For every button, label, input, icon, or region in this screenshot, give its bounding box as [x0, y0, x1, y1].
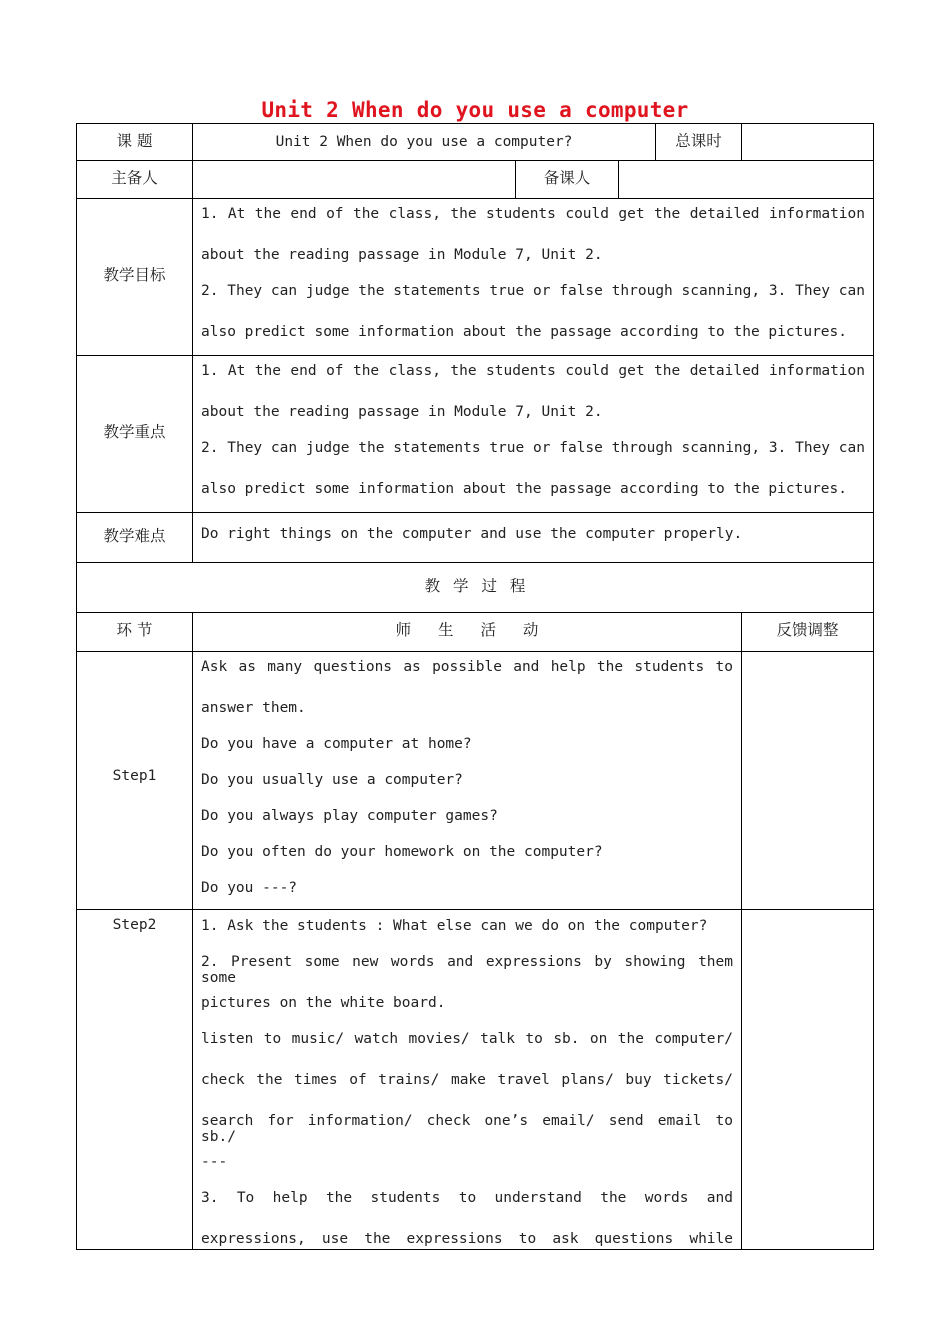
- key-points-line: 2. They can judge the statements true or false through scanning, 3. They can: [201, 440, 865, 456]
- step-line: Do you ---?: [201, 880, 298, 896]
- objectives-label: 教学目标: [103, 266, 166, 284]
- step-line: 1. Ask the students : What else can we do on the computer?: [201, 918, 708, 934]
- key-points-line: also predict some information about the passage according to the pictures.: [201, 481, 848, 497]
- row-divider: [76, 909, 874, 910]
- feedback-column-header: 反馈调整: [776, 621, 839, 639]
- objectives-line: 1. At the end of the class, the students could get the detailed information: [201, 206, 865, 222]
- step-line: Ask as many questions as possible and help the students to: [201, 659, 733, 675]
- step-line: check the times of trains/ make travel plans/ buy tickets/: [201, 1072, 733, 1088]
- step-line: Do you usually use a computer?: [201, 772, 463, 788]
- table-border-bottom: [76, 1249, 874, 1250]
- difficulties-text: Do right things on the computer and use the computer properly.: [201, 526, 743, 542]
- step-line: pictures on the white board.: [201, 995, 446, 1011]
- step-line: Do you often do your homework on the computer?: [201, 844, 603, 860]
- step-line: listen to music/ watch movies/ talk to sb. on the computer/: [201, 1031, 733, 1047]
- stage-column-header: 环 节: [116, 621, 153, 639]
- row-divider: [76, 562, 874, 563]
- step-line: ---: [201, 1154, 228, 1170]
- column-divider: [618, 160, 619, 198]
- row-divider: [76, 355, 874, 356]
- column-divider: [192, 123, 193, 562]
- process-heading: 教 学 过 程: [424, 577, 526, 595]
- row-divider: [76, 512, 874, 513]
- objectives-line: about the reading passage in Module 7, Unit 2.: [201, 247, 603, 263]
- objectives-line: also predict some information about the passage according to the pictures.: [201, 324, 848, 340]
- step-line: answer them.: [201, 700, 306, 716]
- key-points-line: 1. At the end of the class, the students could get the detailed information: [201, 363, 865, 379]
- row-divider: [76, 198, 874, 199]
- objectives-line: 2. They can judge the statements true or false through scanning, 3. They can: [201, 283, 865, 299]
- table-border-top: [76, 123, 874, 124]
- step-line: 3. To help the students to understand the words and: [201, 1190, 733, 1206]
- lead-preparer-label: 主备人: [111, 169, 158, 187]
- step-line: 2. Present some new words and expressions by showing them some: [201, 954, 733, 986]
- row-divider: [76, 612, 874, 613]
- topic-label: 课 题: [116, 132, 153, 150]
- column-divider: [192, 612, 193, 1250]
- step-name: Step1: [112, 768, 157, 784]
- total-hours-label: 总课时: [675, 132, 722, 150]
- preparer-label: 备课人: [543, 169, 591, 187]
- row-divider: [76, 651, 874, 652]
- table-border-right: [873, 123, 874, 1250]
- document-title: Unit 2 When do you use a computer: [261, 98, 689, 122]
- step-line: search for information/ check one’s email/ send email to sb./: [201, 1113, 733, 1145]
- step-line: expressions, use the expressions to ask questions while: [201, 1231, 733, 1247]
- table-border-left: [76, 123, 77, 1250]
- activities-column-header: 师 生 活 动: [395, 621, 539, 639]
- topic-value: Unit 2 When do you use a computer?: [275, 134, 573, 150]
- difficulties-label: 教学难点: [103, 527, 166, 545]
- key-points-label: 教学重点: [103, 423, 166, 441]
- key-points-line: about the reading passage in Module 7, Unit 2.: [201, 404, 603, 420]
- row-divider: [76, 160, 874, 161]
- column-divider: [741, 123, 742, 160]
- step-line: Do you have a computer at home?: [201, 736, 472, 752]
- step-name: Step2: [112, 917, 157, 933]
- step-line: Do you always play computer games?: [201, 808, 498, 824]
